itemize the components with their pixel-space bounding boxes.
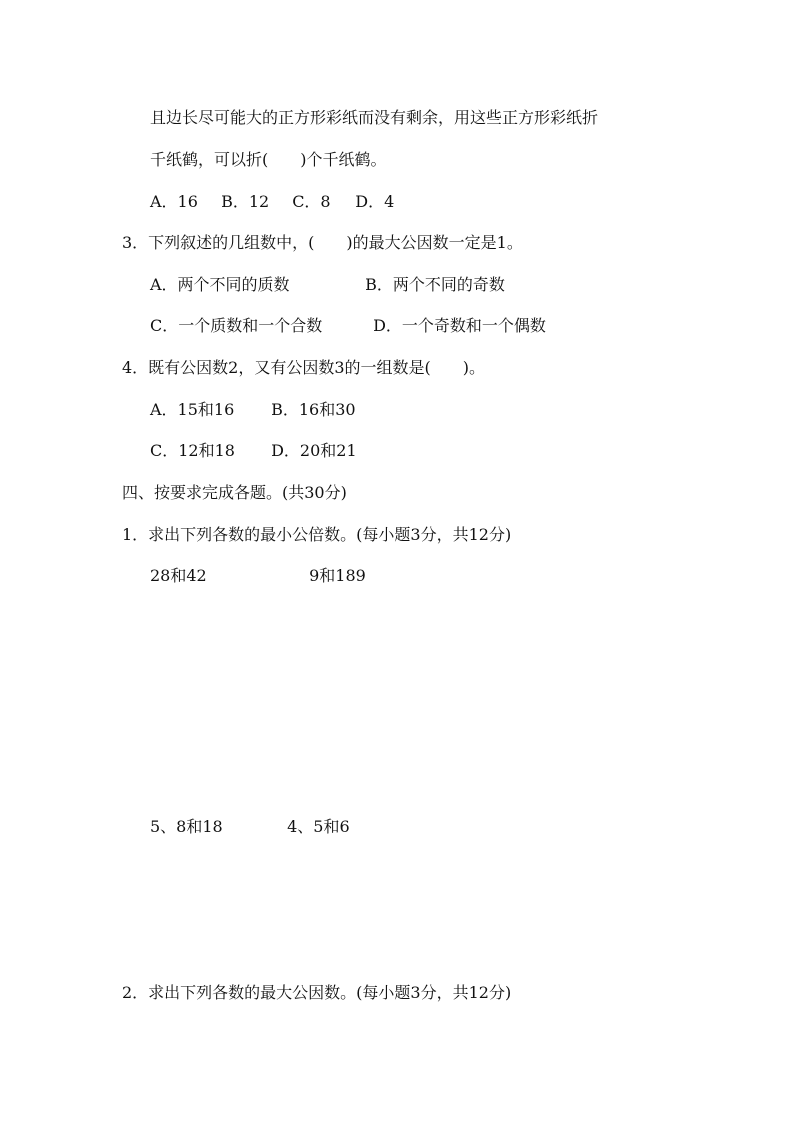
q4-option-b: B．16和30 bbox=[271, 400, 356, 419]
q3-option-c: C．一个质数和一个合数 bbox=[150, 316, 323, 335]
q3-options-row1 bbox=[150, 275, 505, 295]
lcm-item-3: 5、8和18 bbox=[150, 817, 223, 836]
q2-option-b: B．12 bbox=[221, 192, 270, 211]
q3-option-a: A．两个不同的质数 bbox=[150, 275, 290, 294]
q4-options-row1 bbox=[150, 400, 356, 420]
q2-continuation-line2: 千纸鹤，可以折( )个千纸鹤。 bbox=[150, 150, 387, 169]
q3-stem: 3．下列叙述的几组数中，( )的最大公因数一定是1。 bbox=[122, 233, 523, 252]
q4-option-a: A．15和16 bbox=[150, 400, 235, 419]
section4-p1-row2 bbox=[150, 817, 350, 837]
q2-option-d: D．4 bbox=[355, 192, 395, 211]
lcm-item-4: 4、5和6 bbox=[287, 817, 350, 836]
q3-options-row2 bbox=[150, 316, 546, 336]
q2-options bbox=[150, 192, 394, 212]
q4-stem: 4．既有公因数2，又有公因数3的一组数是( )。 bbox=[122, 358, 486, 377]
q2-option-a: A．16 bbox=[150, 192, 198, 211]
section4-p1-stem: 1．求出下列各数的最小公倍数。(每小题3分，共12分) bbox=[122, 525, 512, 544]
q4-options-row2 bbox=[150, 441, 357, 461]
q3-option-b: B．两个不同的奇数 bbox=[365, 275, 505, 294]
q2-continuation-line1: 且边长尽可能大的正方形彩纸而没有剩余，用这些正方形彩纸折 bbox=[150, 108, 599, 127]
lcm-item-1: 28和42 bbox=[150, 566, 207, 585]
q4-option-c: C．12和18 bbox=[150, 441, 235, 460]
section4-p2-stem: 2．求出下列各数的最大公因数。(每小题3分，共12分) bbox=[122, 983, 512, 1002]
section4-p1-row1 bbox=[150, 566, 366, 586]
q3-option-d: D．一个奇数和一个偶数 bbox=[373, 316, 546, 335]
q4-option-d: D．20和21 bbox=[271, 441, 357, 460]
q2-option-c: C．8 bbox=[292, 192, 331, 211]
lcm-item-2: 9和189 bbox=[309, 566, 366, 585]
section4-title: 四、按要求完成各题。(共30分) bbox=[122, 483, 347, 502]
